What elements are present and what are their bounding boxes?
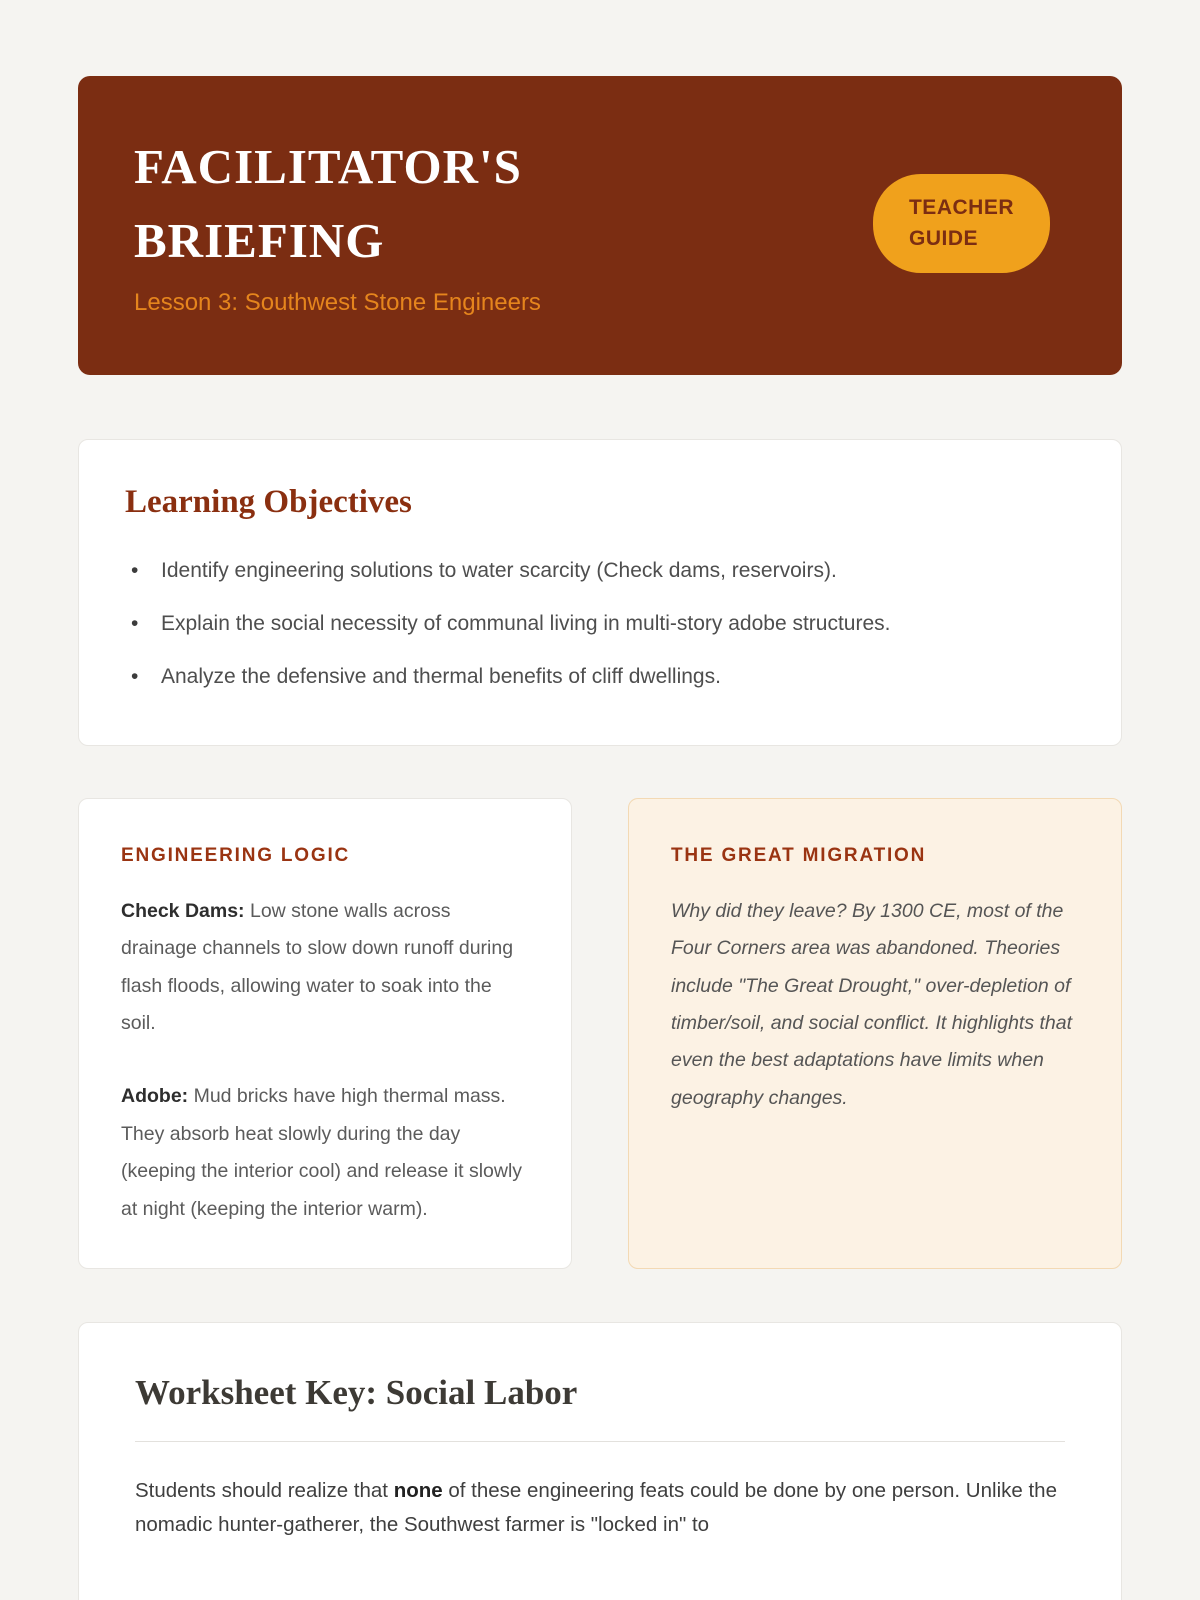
objective-text: Analyze the defensive and thermal benefits of cliff dwellings.: [161, 664, 721, 688]
great-migration-text: Why did they leave? By 1300 CE, most of the Four Corners area was abandoned. Theories include "The Great Drought," over-depletion of timber/soil, and social conflict. It highlights that even the best adaptations have limits when geography changes.: [671, 899, 1073, 1109]
page-subtitle: Lesson 3: Southwest Stone Engineers: [134, 289, 541, 316]
header-banner: [78, 76, 1122, 375]
bullet-icon: •: [131, 559, 139, 582]
objective-item: [125, 604, 1075, 644]
paragraph-text: Low stone walls across drainage channels to slow down runoff during flash floods, allowing water to soak into the soil.: [121, 899, 514, 1034]
engineering-paragraph: [121, 1078, 529, 1228]
great-migration-card: [628, 798, 1122, 1270]
paragraph-text: Mud bricks have high thermal mass. They absorb heat slowly during the day (keeping the interior cool) and release it slowly at night (keeping the interior warm).: [121, 1085, 523, 1220]
paragraph-text-before: Students should realize that: [135, 1479, 388, 1503]
paragraph-text-after: of these engineering feats could be done by one person. Unlike the nomadic hunter-gatherer, the Southwest farmer is "locked in" to: [135, 1479, 1057, 1536]
bullet-icon: •: [131, 611, 139, 635]
bullet-icon: •: [131, 664, 139, 688]
engineering-paragraph: [121, 893, 529, 1043]
page-title: FACILITATOR'S BRIEFING: [134, 139, 522, 268]
badge-line-2: GUIDE: [908, 226, 978, 250]
engineering-logic-card: [78, 798, 572, 1270]
worksheet-key-card: [78, 1322, 1122, 1600]
worksheet-key-paragraph: [135, 1474, 1065, 1542]
engineering-logic-title: ENGINEERING LOGIC: [121, 844, 351, 866]
objective-text: Explain the social necessity of communal living in multi-story adobe structures.: [161, 611, 891, 635]
header-text-block: [134, 130, 714, 317]
teacher-guide-badge: [873, 174, 1050, 273]
objective-item: [125, 657, 1075, 697]
paragraph-text-bold: none: [393, 1479, 443, 1503]
two-column-row: [78, 798, 1122, 1270]
paragraph-label: Check Dams:: [121, 899, 245, 922]
worksheet-key-title: Worksheet Key: Social Labor: [135, 1373, 1065, 1442]
learning-objectives-title: Learning Objectives: [125, 484, 412, 520]
objective-text: Identify engineering solutions to water scarcity (Check dams, reservoirs).: [161, 559, 837, 582]
badge-line-1: TEACHER: [908, 196, 1014, 220]
objective-item: [125, 551, 1075, 591]
great-migration-title: THE GREAT MIGRATION: [671, 844, 927, 866]
paragraph-label: Adobe:: [121, 1085, 189, 1108]
learning-objectives-card: [78, 439, 1122, 746]
